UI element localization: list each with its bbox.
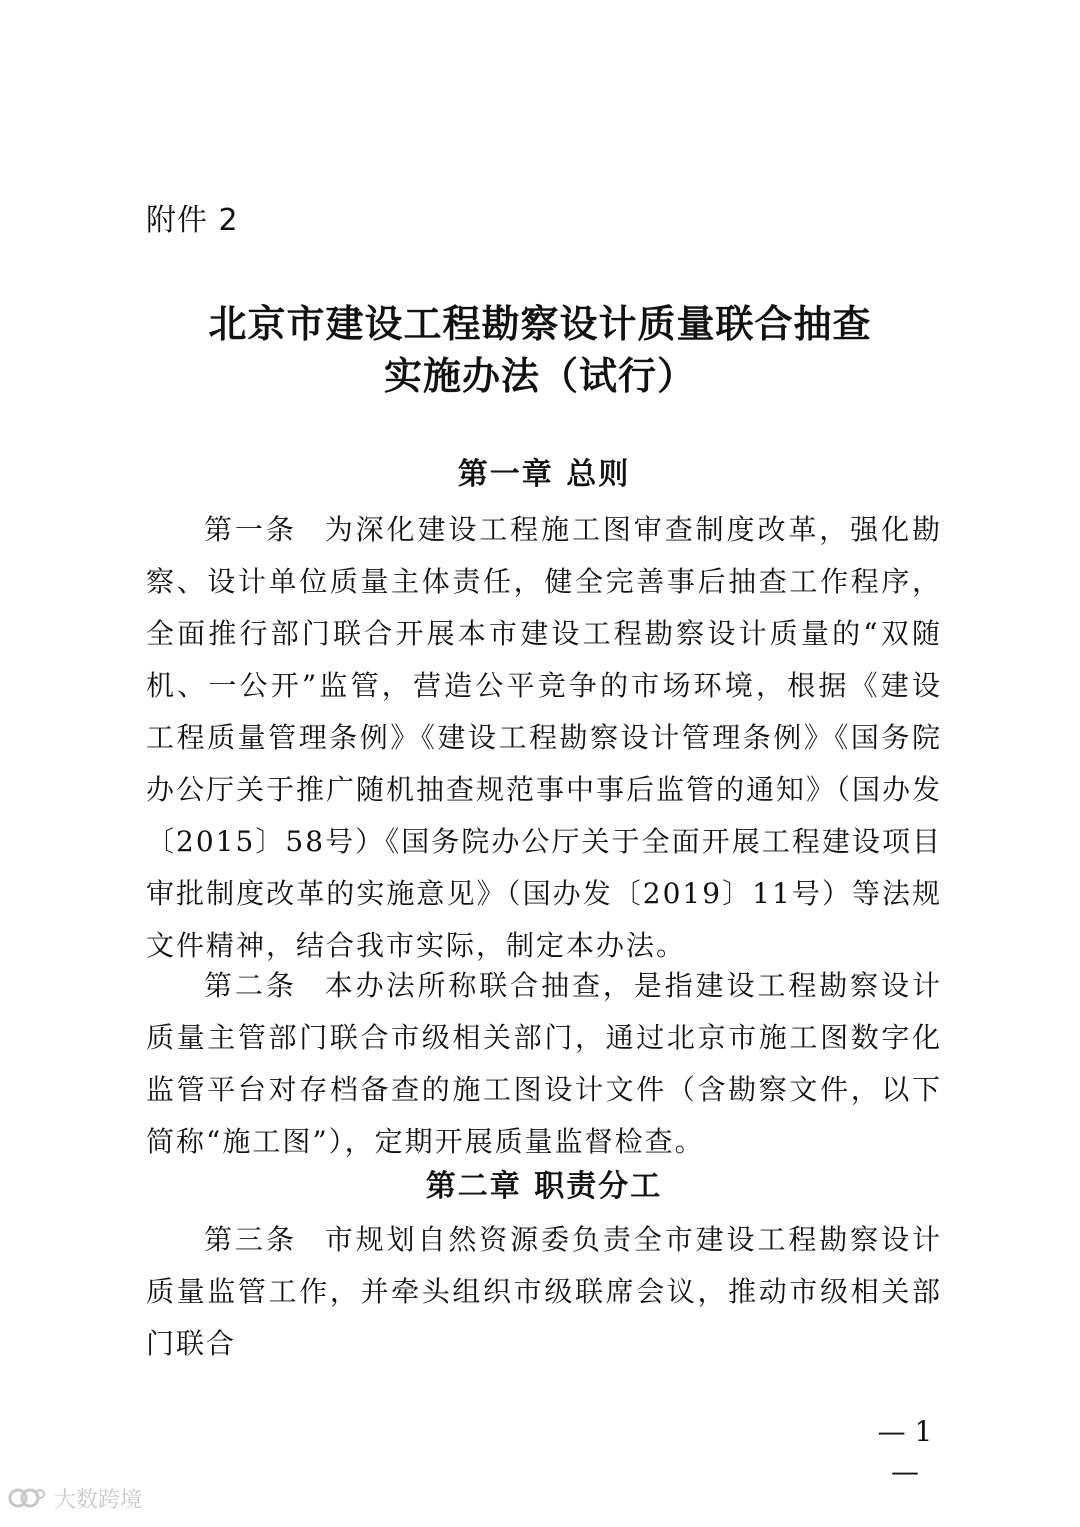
page-number: — 1 — bbox=[877, 1415, 933, 1488]
document-title-line1: 北京市建设工程勘察设计质量联合抽查 bbox=[208, 301, 872, 346]
article-number: 第二条 bbox=[204, 969, 297, 1002]
chapter-heading-2: 第二章 职责分工 bbox=[425, 1169, 663, 1204]
article-3 bbox=[146, 1214, 942, 1370]
chapter-heading-1: 第一章 总则 bbox=[457, 457, 631, 492]
attachment-label: 附件 2 bbox=[146, 203, 239, 238]
watermark bbox=[8, 1480, 142, 1516]
article-1 bbox=[146, 504, 942, 972]
article-text: 为深化建设工程施工图审查制度改革，强化勘察、设计单位质量主体责任，健全完善事后抽查工作程序，全面推行部门联合开展本市建设工程勘察设计质量的“双随机、一公开”监管，营造公平竞争的市场环境，根据《建设工程质量管理条例》《建设工程勘察设计管理条例》《国务院办公厅关于推广随机抽查规范事中事后监管的通知》（国办发〔2015〕58号）《国务院办公厅关于全面开展工程建设项目审批制度改革的实施意见》（国办发〔2019〕11号）等法规文件精神，结合我市实际，制定本办法。 bbox=[146, 513, 943, 962]
article-text: 市规划自然资源委负责全市建设工程勘察设计质量监管工作，并牵头组织市级联席会议，推动市级相关部门联合 bbox=[146, 1223, 942, 1360]
document-title-line2: 实施办法（试行） bbox=[383, 353, 696, 398]
watermark-logo-icon bbox=[8, 1484, 48, 1512]
article-text: 本办法所称联合抽查，是指建设工程勘察设计质量主管部门联合市级相关部门，通过北京市施工图数字化监管平台对存档备查的施工图设计文件（含勘察文件，以下简称“施工图”），定期开展质量监督检查。 bbox=[146, 969, 942, 1158]
article-number: 第一条 bbox=[204, 513, 297, 546]
watermark-text: 大数跨境 bbox=[54, 1487, 143, 1513]
article-2 bbox=[146, 960, 942, 1168]
article-number: 第三条 bbox=[204, 1223, 297, 1256]
